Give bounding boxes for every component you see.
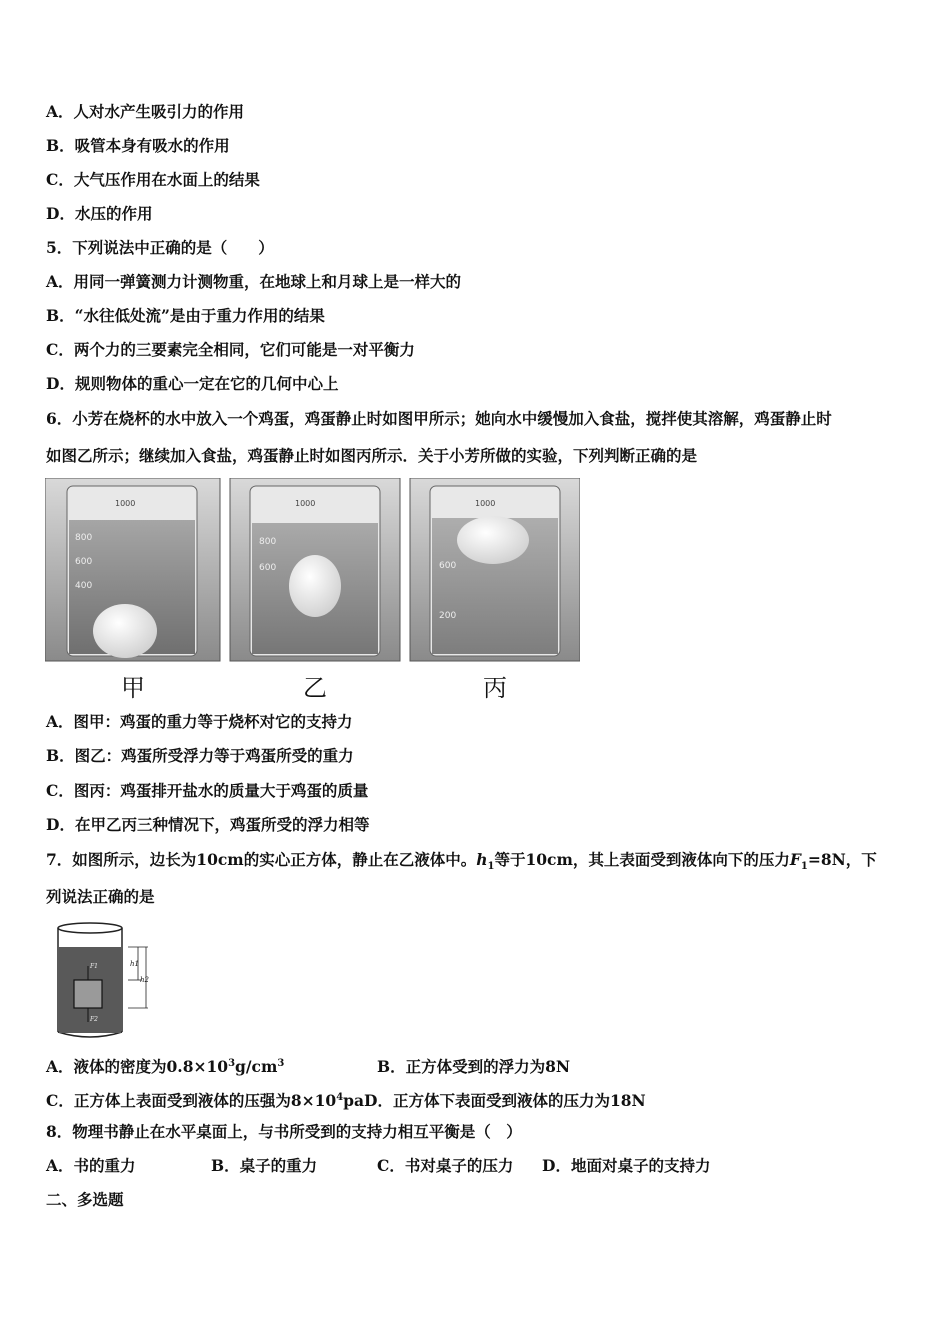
q6-stem-line2: 如图乙所示；继续加入食盐，鸡蛋静止时如图丙所示．关于小芳所做的实验，下列判断正确的是 (46, 446, 698, 465)
beaker-jia (45, 478, 220, 661)
q5-option-a: A．用同一弹簧测力计测物重，在地球上和月球上是一样大的 (46, 272, 462, 291)
q7-stem-line1: 7．如图所示，边长为10cm的实心正方体，静止在乙液体中。$h_1$等于10cm，其上表面受到液体向下的压力$F_1=8N$，下 (46, 850, 877, 873)
q8-options-row (46, 1156, 710, 1176)
label-jia: 甲 (121, 674, 145, 702)
q5-option-b: B．“水往低处流”是由于重力作用的结果 (46, 306, 325, 325)
q7-options-row2 (46, 1088, 646, 1111)
q6-option-a: A．图甲：鸡蛋的重力等于烧杯对它的支持力 (46, 712, 353, 731)
q7-option-b: B．正方体受到的浮力为8N (377, 1057, 571, 1077)
q4-option-c: C．大气压作用在水面上的结果 (46, 170, 260, 189)
egg-yi (289, 555, 341, 617)
beaker-yi (230, 478, 400, 661)
svg-text:F1: F1 (90, 963, 98, 970)
q8-option-b: B．桌子的重力 (211, 1156, 318, 1175)
q8-option-a: A．书的重力 (46, 1156, 136, 1175)
beaker-figure (45, 478, 580, 703)
svg-text:F2: F2 (90, 1016, 98, 1023)
svg-text:1000: 1000 (475, 499, 496, 508)
q4-option-a: A．人对水产生吸引力的作用 (46, 102, 245, 121)
svg-text:800: 800 (75, 533, 93, 543)
q6-option-b: B．图乙：鸡蛋所受浮力等于鸡蛋所受的重力 (46, 746, 354, 765)
svg-text:h2: h2 (140, 976, 149, 984)
svg-text:800: 800 (259, 537, 277, 547)
q7-stem-line2: 列说法正确的是 (46, 887, 155, 906)
q5-option-d: D．规则物体的重心一定在它的几何中心上 (46, 374, 339, 393)
svg-text:200: 200 (439, 611, 457, 621)
svg-text:400: 400 (75, 581, 93, 591)
q8-option-d: D．地面对桌子的支持力 (542, 1156, 711, 1175)
label-yi: 乙 (303, 674, 327, 702)
q5-option-c: C．两个力的三要素完全相同，它们可能是一对平衡力 (46, 340, 415, 359)
q6-option-d: D．在甲乙丙三种情况下，鸡蛋所受的浮力相等 (46, 815, 370, 834)
q7-option-a: A．液体的密度为$0.8\times 10^3g/cm^3$ (46, 1057, 285, 1077)
egg-bing (457, 516, 529, 564)
q4-option-b: B．吸管本身有吸水的作用 (46, 136, 230, 155)
svg-text:h1: h1 (130, 960, 139, 968)
q7-options-row1 (46, 1054, 570, 1077)
label-bing: 丙 (483, 674, 507, 702)
q7-option-d: D．正方体下表面受到液体的压力为18N (364, 1091, 646, 1111)
svg-text:600: 600 (75, 557, 93, 567)
cube (74, 980, 102, 1008)
q4-option-d: D．水压的作用 (46, 204, 153, 223)
svg-text:1000: 1000 (295, 499, 316, 508)
cube-in-liquid-figure (52, 922, 157, 1042)
svg-text:1000: 1000 (115, 499, 136, 508)
q8-option-c: C．书对桌子的压力 (377, 1156, 514, 1175)
beaker-bing (410, 478, 580, 661)
svg-text:600: 600 (439, 561, 457, 571)
q6-option-c: C．图丙：鸡蛋排开盐水的质量大于鸡蛋的质量 (46, 781, 369, 800)
q7-option-c: C．正方体上表面受到液体的压强为$8\times 10^4pa$ (46, 1091, 365, 1111)
svg-text:600: 600 (259, 563, 277, 573)
q8-stem: 8．物理书静止在水平桌面上，与书所受到的支持力相互平衡是（ ） (46, 1122, 522, 1141)
q5-stem: 5．下列说法中正确的是（ ） (46, 238, 274, 257)
section-multiple-choice-heading: 二、多选题 (46, 1190, 124, 1209)
egg-jia (93, 604, 157, 658)
q6-stem-line1: 6．小芳在烧杯的水中放入一个鸡蛋，鸡蛋静止时如图甲所示；她向水中缓慢加入食盐，搅拌使其溶解，鸡蛋静止时 (46, 409, 832, 428)
